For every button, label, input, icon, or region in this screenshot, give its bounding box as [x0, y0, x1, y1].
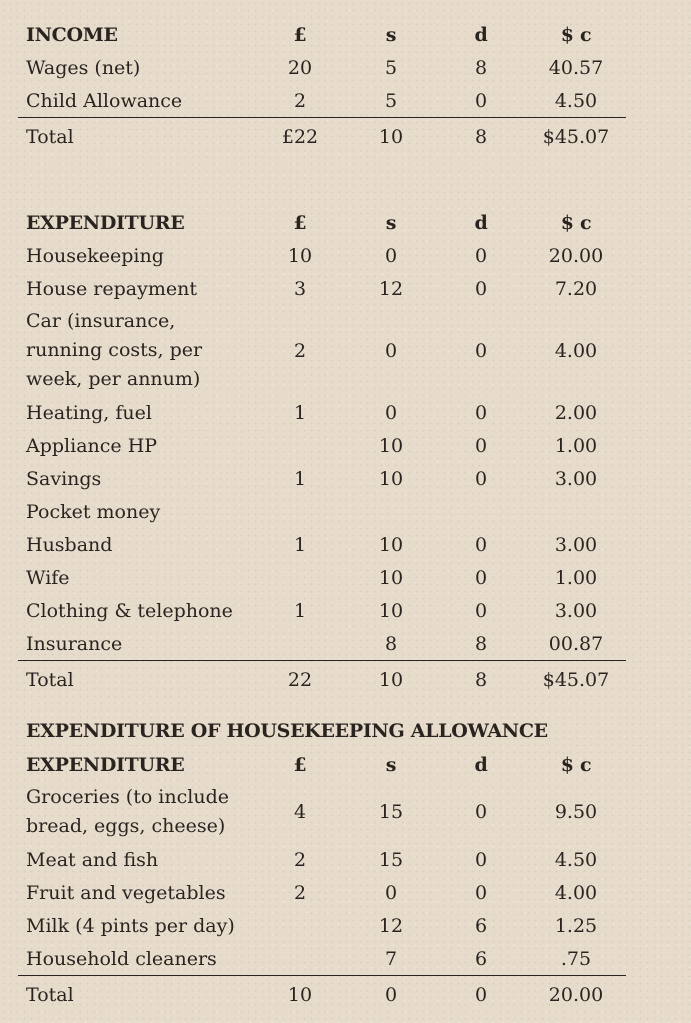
pounds-cell: 1: [293, 401, 307, 424]
table-row: [18, 594, 626, 627]
pence-cell: 0: [474, 89, 488, 112]
pounds-column-header: £: [293, 211, 307, 234]
shillings-column-header: s: [385, 23, 397, 46]
shillings-cell: 5: [384, 89, 398, 112]
total-label: Total: [18, 118, 254, 156]
pounds-cell: 1: [293, 599, 307, 622]
shillings-total: 0: [346, 976, 436, 1014]
row-label: Wife: [26, 566, 70, 589]
row-label: Milk (4 pints per day): [26, 914, 235, 937]
table-row: [18, 495, 626, 528]
row-label: Insurance: [26, 632, 123, 655]
row-label: Car (insurance, running costs, per week, per annum): [26, 310, 203, 390]
shillings-cell: 0: [384, 339, 398, 362]
row-label: Household cleaners: [26, 947, 217, 970]
housekeeping-table: [18, 748, 626, 1013]
pence-cell: 0: [474, 244, 488, 267]
row-label: Housekeeping: [26, 244, 164, 267]
table-row: [18, 396, 626, 429]
dollars-cell: 4.00: [554, 339, 598, 362]
total-row: [18, 976, 626, 1014]
housekeeping-header: [18, 748, 626, 781]
pounds-cell: 1: [293, 533, 307, 556]
pounds-column-header: £: [293, 753, 307, 776]
dollars-cell: [526, 495, 626, 528]
dollars-total: $45.07: [526, 118, 626, 156]
table-row: [18, 51, 626, 84]
dollars-cell: 3.00: [554, 599, 598, 622]
shillings-column-header: s: [385, 211, 397, 234]
row-label: Pocket money: [26, 500, 161, 523]
pence-total: 8: [436, 661, 526, 699]
row-label: Groceries (to include bread, eggs, cheese): [26, 786, 229, 837]
pence-cell: 0: [474, 533, 488, 556]
pence-cell: 6: [474, 947, 488, 970]
pence-column-header: d: [474, 23, 488, 46]
pounds-cell: 2: [293, 339, 307, 362]
shillings-total: 10: [346, 661, 436, 699]
total-row: [18, 118, 626, 156]
table-row: [18, 781, 626, 843]
pounds-cell: [254, 627, 346, 661]
pence-cell: 0: [474, 277, 488, 300]
dollars-cell: 3.00: [554, 533, 598, 556]
dollars-cell: 7.20: [554, 277, 598, 300]
pence-cell: 0: [474, 434, 488, 457]
pence-cell: [436, 495, 526, 528]
dollars-cell: .75: [560, 947, 592, 970]
row-label: Husband: [26, 533, 113, 556]
table-row: [18, 942, 626, 976]
shillings-cell: 10: [378, 599, 404, 622]
dollars-total: $45.07: [526, 661, 626, 699]
pence-column-header: d: [474, 211, 488, 234]
table-row: [18, 272, 626, 305]
dollars-cell: 9.50: [554, 801, 598, 823]
total-label: Total: [18, 976, 254, 1014]
table-row: [18, 429, 626, 462]
pounds-cell: 2: [293, 881, 307, 904]
pence-cell: 0: [474, 848, 488, 871]
pence-total: 0: [436, 976, 526, 1014]
dollars-cell: 3.00: [554, 467, 598, 490]
dollars-cell: 4.50: [554, 848, 598, 871]
pounds-total: 10: [254, 976, 346, 1014]
dollars-cell: 20.00: [548, 244, 604, 267]
shillings-cell: 0: [384, 881, 398, 904]
dollars-cell: 1.00: [554, 434, 598, 457]
pounds-cell: [254, 942, 346, 976]
shillings-cell: 10: [378, 467, 404, 490]
pence-cell: 0: [474, 599, 488, 622]
table-row: [18, 843, 626, 876]
pence-cell: 8: [474, 56, 488, 79]
pounds-cell: [254, 429, 346, 462]
dollars-cell: 4.00: [554, 881, 598, 904]
dollars-total: 20.00: [526, 976, 626, 1014]
pounds-cell: 3: [293, 277, 307, 300]
row-label: Child Allowance: [26, 89, 183, 112]
pence-cell: 8: [474, 632, 488, 655]
dollars-column-header: $ c: [560, 23, 592, 46]
pounds-cell: [254, 909, 346, 942]
row-label: House repayment: [26, 277, 197, 300]
pence-cell: 0: [474, 339, 488, 362]
pence-cell: 0: [474, 881, 488, 904]
pence-total: 8: [436, 118, 526, 156]
pounds-cell: [254, 495, 346, 528]
dollars-cell: 2.00: [554, 401, 598, 424]
pence-cell: 0: [474, 401, 488, 424]
income-table: [18, 18, 626, 155]
dollars-column-header: $ c: [560, 211, 592, 234]
shillings-cell: 10: [378, 434, 404, 457]
housekeeping-heading: EXPENDITURE: [26, 753, 185, 776]
shillings-cell: 8: [384, 632, 398, 655]
pence-cell: 6: [474, 914, 488, 937]
shillings-cell: 0: [384, 244, 398, 267]
expenditure-table: [18, 206, 626, 698]
income-heading: INCOME: [26, 23, 118, 46]
pounds-cell: 1: [293, 467, 307, 490]
expenditure-header: [18, 206, 626, 239]
row-label: Appliance HP: [26, 434, 158, 457]
shillings-cell: 10: [378, 566, 404, 589]
row-label: Heating, fuel: [26, 401, 152, 424]
housekeeping-title: EXPENDITURE OF HOUSEKEEPING ALLOWANCE: [26, 720, 548, 742]
shillings-cell: 12: [378, 914, 404, 937]
shillings-cell: 10: [378, 533, 404, 556]
shillings-cell: 7: [384, 947, 398, 970]
income-header: [18, 18, 626, 51]
row-label: Fruit and vegetables: [26, 881, 226, 904]
table-row: [18, 876, 626, 909]
pounds-total: 22: [254, 661, 346, 699]
dollars-cell: 00.87: [548, 632, 604, 655]
pounds-cell: [254, 561, 346, 594]
pence-cell: 0: [474, 566, 488, 589]
shillings-cell: 15: [378, 801, 404, 823]
row-label: Wages (net): [26, 56, 141, 79]
pounds-column-header: £: [293, 23, 307, 46]
table-row: [18, 528, 626, 561]
expenditure-heading: EXPENDITURE: [26, 211, 185, 234]
pounds-cell: 20: [287, 56, 313, 79]
shillings-total: 10: [346, 118, 436, 156]
table-row: [18, 627, 626, 661]
shillings-cell: 15: [378, 848, 404, 871]
pounds-total: £22: [254, 118, 346, 156]
dollars-cell: 1.00: [554, 566, 598, 589]
pounds-cell: 10: [287, 244, 313, 267]
dollars-cell: 40.57: [548, 56, 604, 79]
pounds-cell: 4: [293, 801, 307, 823]
pence-column-header: d: [474, 753, 488, 776]
table-row: [18, 239, 626, 272]
table-row: [18, 84, 626, 118]
pence-cell: 0: [474, 801, 488, 823]
shillings-cell: 12: [378, 277, 404, 300]
table-row: [18, 305, 626, 396]
shillings-cell: 5: [384, 56, 398, 79]
pounds-cell: 2: [293, 89, 307, 112]
table-row: [18, 561, 626, 594]
dollars-cell: 1.25: [554, 914, 598, 937]
dollars-cell: 4.50: [554, 89, 598, 112]
shillings-column-header: s: [385, 753, 397, 776]
table-row: [18, 462, 626, 495]
shillings-cell: [346, 495, 436, 528]
pence-cell: 0: [474, 467, 488, 490]
pounds-cell: 2: [293, 848, 307, 871]
total-label: Total: [18, 661, 254, 699]
total-row: [18, 661, 626, 699]
shillings-cell: 0: [384, 401, 398, 424]
table-row: [18, 909, 626, 942]
row-label: Clothing & telephone: [26, 599, 233, 622]
row-label: Savings: [26, 467, 102, 490]
dollars-column-header: $ c: [560, 753, 592, 776]
row-label: Meat and fish: [26, 848, 159, 871]
